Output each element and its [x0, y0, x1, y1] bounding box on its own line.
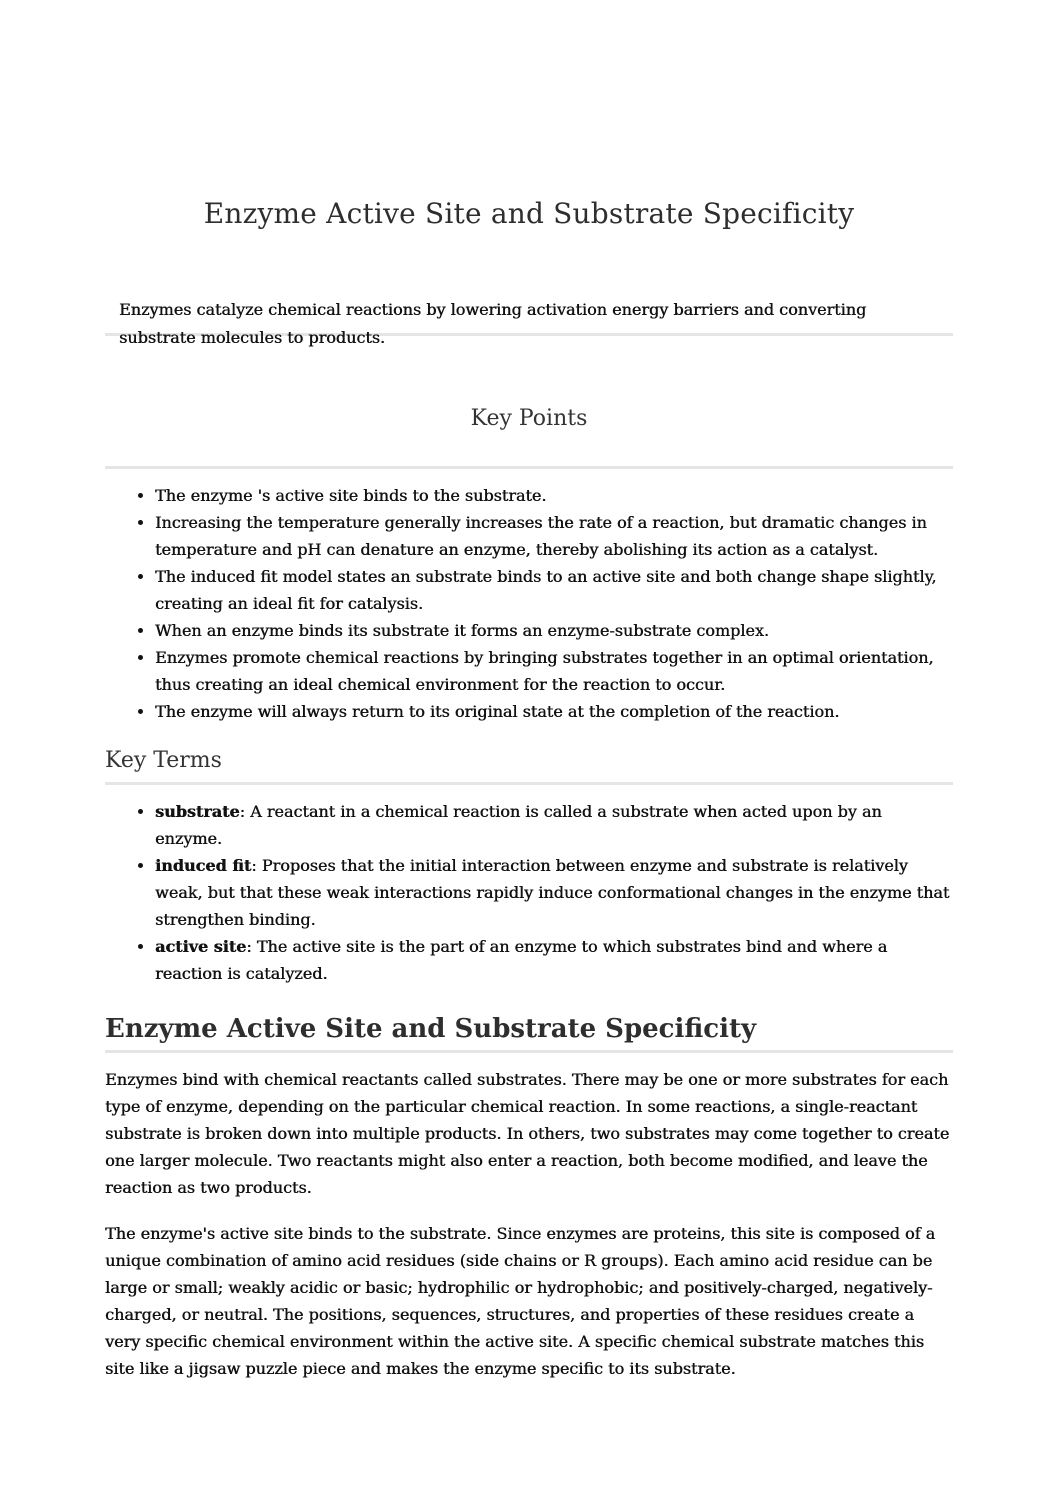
term-definition: : The active site is the part of an enzyme to which substrates bind and where a reaction is catalyzed.	[155, 937, 888, 983]
term-label: substrate	[155, 802, 240, 821]
key-term-item	[155, 852, 953, 933]
term-label: active site	[155, 937, 247, 956]
key-term-item	[155, 933, 953, 987]
key-points-heading: Key Points	[470, 406, 588, 431]
section-heading: Enzyme Active Site and Substrate Specificity	[105, 1014, 757, 1044]
key-point-item: • The induced fit model states an substrate binds to an active site and both change shape slightly, creating an ideal fit for catalysis.	[155, 563, 953, 617]
body-paragraph: Enzymes bind with chemical reactants called substrates. There may be one or more substrates for each type of enzyme, depending on the particular chemical reaction. In some reactions, a single-reactant substrate is broken down into multiple products. In others, two substrates may come together to create one larger molecule. Two reactants might also enter a reaction, both become modified, and leave the reaction as two products.	[105, 1070, 950, 1197]
content-column	[105, 0, 953, 1382]
key-term-item	[155, 798, 953, 852]
key-point-item: • When an enzyme binds its substrate it forms an enzyme-substrate complex.	[155, 617, 953, 644]
divider-under-key-terms	[105, 782, 953, 785]
divider-under-key-points	[105, 466, 953, 469]
term-definition: : A reactant in a chemical reaction is called a substrate when acted upon by an enzyme.	[155, 802, 882, 848]
intro-paragraph: Enzymes catalyze chemical reactions by lowering activation energy barriers and converting substrate molecules to products.	[119, 300, 867, 347]
key-terms-list	[105, 798, 953, 987]
body-paragraph: The enzyme's active site binds to the substrate. Since enzymes are proteins, this site is composed of a unique combination of amino acid residues (side chains or R groups). Each amino acid residue can be large or small; weakly acidic or basic; hydrophilic or hydrophobic; and positively-charged, negatively-charged, or neutral. The positions, sequences, structures, and properties of these residues create a very specific chemical environment within the active site. A specific chemical substrate matches this site like a jigsaw puzzle piece and makes the enzyme specific to its substrate.	[105, 1224, 936, 1378]
key-point-item: • Enzymes promote chemical reactions by bringing substrates together in an optimal orientation, thus creating an ideal chemical environment for the reaction to occur.	[155, 644, 953, 698]
term-label: induced fit	[155, 856, 252, 875]
key-terms-heading: Key Terms	[105, 748, 222, 773]
term-definition: : Proposes that the initial interaction between enzyme and substrate is relatively weak, but that these weak interactions rapidly induce conformational changes in the enzyme that strengthen binding.	[155, 856, 950, 929]
key-point-item: • The enzyme will always return to its original state at the completion of the reaction.	[155, 698, 953, 725]
page-title: Enzyme Active Site and Substrate Specificity	[203, 197, 855, 230]
key-point-item: • Increasing the temperature generally increases the rate of a reaction, but dramatic changes in temperature and pH can denature an enzyme, thereby abolishing its action as a catalyst.	[155, 509, 953, 563]
divider-under-section-heading	[105, 1050, 953, 1053]
key-points-list	[105, 482, 953, 725]
key-point-item: • The enzyme 's active site binds to the substrate.	[155, 482, 953, 509]
